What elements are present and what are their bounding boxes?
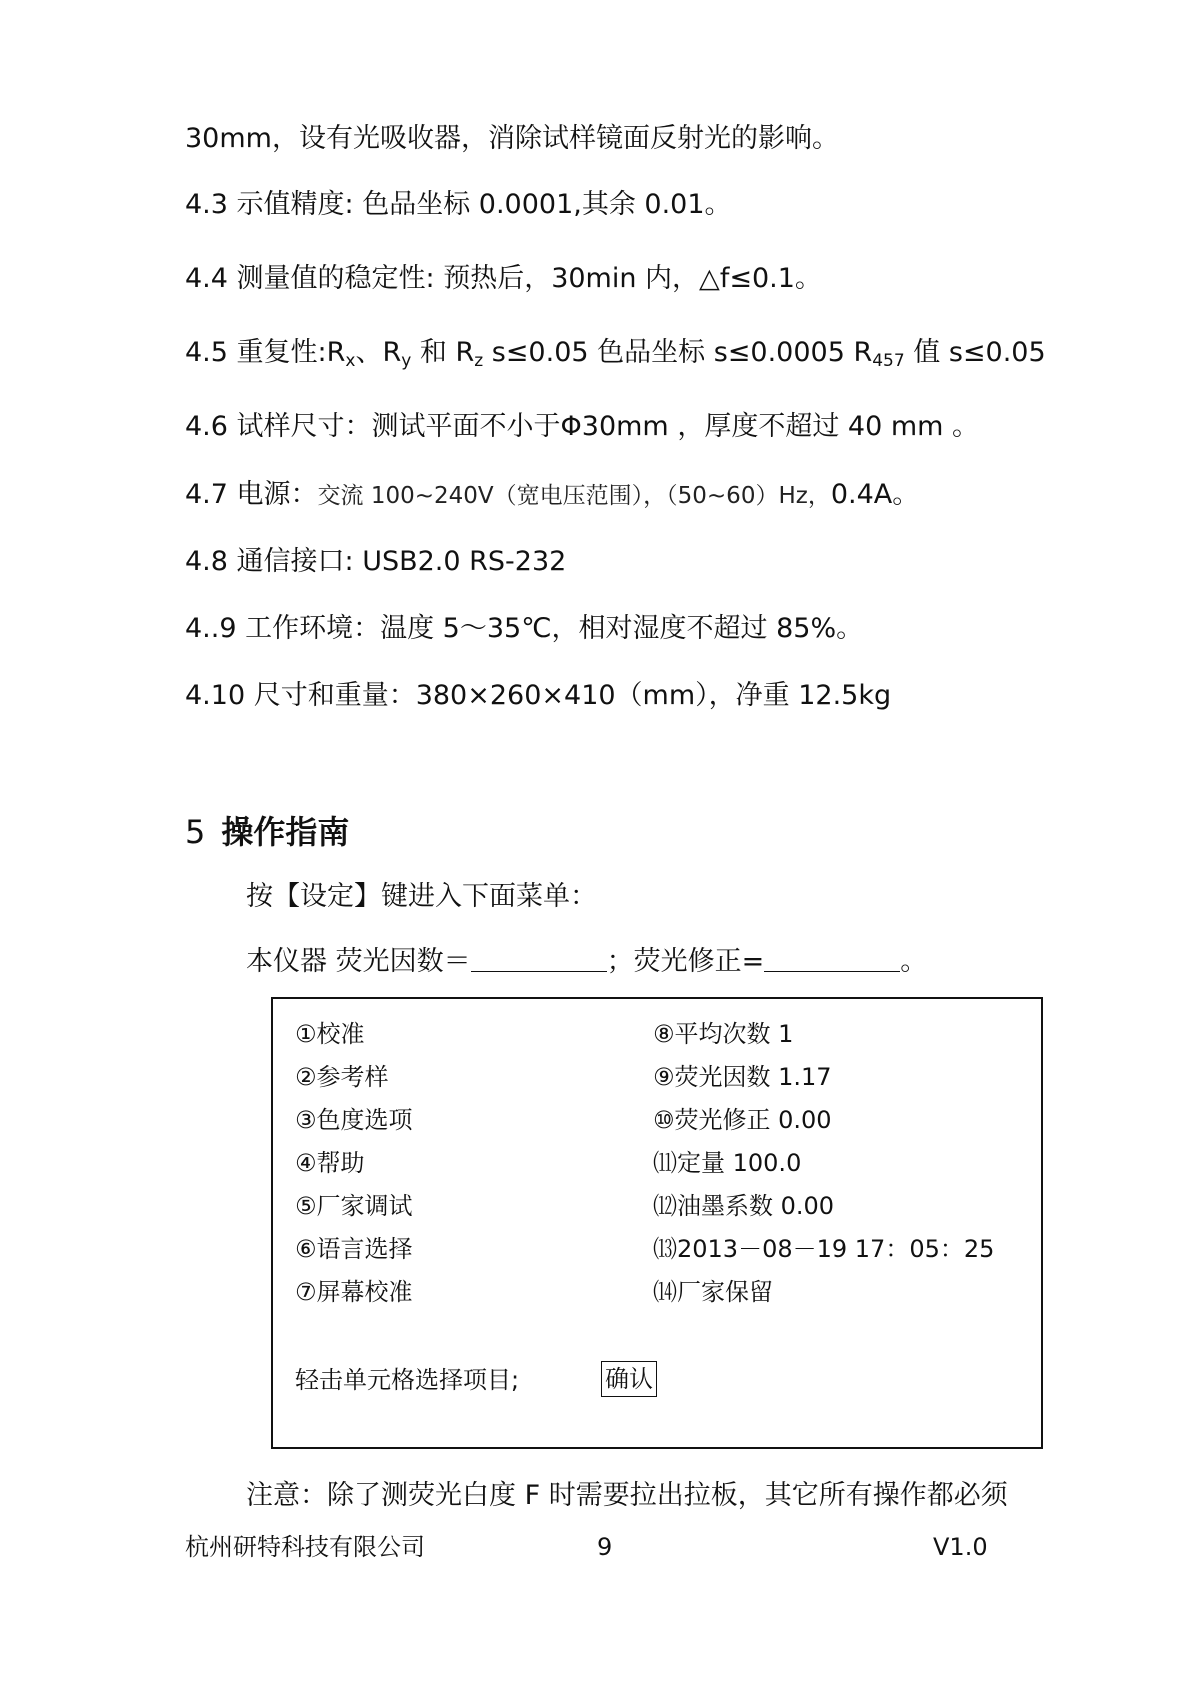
menu-item-screen-calibration[interactable]: ⑦屏幕校准 [295, 1278, 413, 1306]
spec-display-accuracy: 4.3 示值精度: 色品坐标 0.0001,其余 0.01。 [185, 189, 732, 220]
settings-menu [271, 997, 1043, 1449]
menu-item-reference-sample[interactable]: ②参考样 [295, 1063, 389, 1091]
spec-stability: 4.4 测量值的稳定性: 预热后，30min 内，△f≤0.1。 [185, 263, 822, 294]
fluorescence-factor-line: 本仪器 荧光因数＝ ；荧光修正= 。 [246, 946, 928, 977]
spec-interface: 4.8 通信接口: USB2.0 RS-232 [185, 546, 567, 577]
spec-repeatability: 4.5 重复性$:R_x$、$R_y$ 和 $R_z$ s≤0.05 色品坐标 s≤0.0005 $R_{457}$ 值 s≤0.05 [185, 337, 1046, 371]
factor-blank [471, 945, 607, 972]
section-title: 操作指南 [221, 813, 350, 851]
spec-sample-size: 4.6 试样尺寸：测试平面不小于Φ30mm ，厚度不超过 40 mm 。 [185, 411, 980, 442]
menu-item-ink-coefficient[interactable]: ⑿油墨系数 0.00 [653, 1192, 835, 1220]
menu-item-help[interactable]: ④帮助 [295, 1149, 365, 1177]
menu-item-fluorescence-correction[interactable]: ⑩荧光修正 0.00 [653, 1106, 832, 1134]
confirm-button[interactable]: 确认 [601, 1361, 657, 1397]
footer-company: 杭州研特科技有限公司 [185, 1533, 425, 1561]
menu-item-factory-reserved[interactable]: ⒁厂家保留 [653, 1278, 773, 1306]
section-number: 5 [185, 813, 206, 851]
footer-version: V1.0 [933, 1533, 988, 1561]
spec-continuation: 30mm，设有光吸收器，消除试样镜面反射光的影响。 [185, 123, 839, 154]
menu-item-quantitative[interactable]: ⑾定量 100.0 [653, 1149, 802, 1177]
spec-dimensions: 4.10 尺寸和重量：380×260×410（mm），净重 12.5kg [185, 680, 892, 711]
menu-item-fluorescence-factor[interactable]: ⑨荧光因数 1.17 [653, 1063, 832, 1091]
spec-environment: 4..9 工作环境：温度 5～35℃，相对湿度不超过 85%。 [185, 613, 864, 644]
section-heading [185, 812, 349, 852]
menu-item-average-count[interactable]: ⑧平均次数 1 [653, 1020, 794, 1048]
correction-blank [764, 945, 900, 972]
menu-item-factory-debug[interactable]: ⑤厂家调试 [295, 1192, 413, 1220]
menu-item-color-options[interactable]: ③色度选项 [295, 1106, 413, 1134]
menu-item-datetime[interactable]: ⒀2013－08－19 17：05：25 [653, 1235, 995, 1263]
spec-power: 4.7 电源：交流 100~240V（宽电压范围），（50~60）Hz，0.4A。 [185, 479, 920, 510]
footer-page-number: 9 [597, 1533, 613, 1561]
menu-item-calibrate[interactable]: ①校准 [295, 1020, 365, 1048]
menu-prompt: 轻击单元格选择项目; [295, 1366, 520, 1394]
menu-item-language[interactable]: ⑥语言选择 [295, 1235, 413, 1263]
note-text: 注意：除了测荧光白度 F 时需要拉出拉板，其它所有操作都必须 [246, 1480, 1008, 1511]
press-settings-instruction: 按【设定】键进入下面菜单： [246, 881, 597, 912]
